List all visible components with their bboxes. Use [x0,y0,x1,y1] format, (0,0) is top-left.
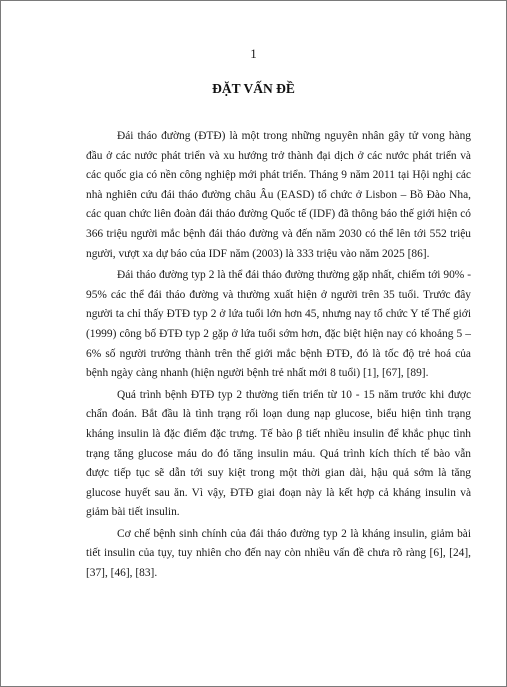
section-title: ĐẶT VẤN ĐỀ [212,81,295,96]
paragraph-4: Cơ chế bệnh sinh chính của đái tháo đường typ 2 là kháng insulin, giảm bài tiết insulin của tụy, tuy nhiên cho đến nay còn nhiều vấn đề chưa rõ ràng [6], [24], [37], [46], [83]. [86,527,471,580]
page-number: 1 [250,46,257,61]
body-text [86,127,471,584]
paragraph-2: Đái tháo đường typ 2 là thể đái tháo đường thường gặp nhất, chiếm tới 90% - 95% các thể đái tháo đường và thường xuất hiện ở người trên 35 tuổi. Trước đây người ta chỉ thấy ĐTĐ typ 2 ở lứa tuổi lớn hơn 45, nhưng nay tổ chức Y tế Thế giới (1999) công bố ĐTĐ typ 2 gặp ở lứa tuổi sớm hơn, đặc biệt hiện nay có khoảng 5 – 6% số người trưởng thành trên thế giới mắc bệnh ĐTĐ, đó là tốc độ trẻ hoá của bệnh ngày càng nhanh (hiện người bệnh trẻ nhất mới 8 tuổi) [1], [67], [89]. [86,269,471,380]
paragraph-1: Đái tháo đường (ĐTĐ) là một trong những nguyên nhân gây tử vong hàng đầu ở các nước phát triển và xu hướng trở thành đại dịch ở các nước phát triển và các quốc gia có nền công nghiệp mới phát triển. Tháng 9 năm 2011 tại Hội nghị các nhà nghiên cứu đái tháo đường châu Âu (EASD) tổ chức ở Lisbon – Bồ Đào Nha, các quan chức liên đoàn đái tháo đường Quốc tế (IDF) đã thông báo thế giới hiện có 366 triệu người mắc bệnh đái tháo đường và đến năm 2030 có thể lên tới 552 triệu người, vượt xa dự báo của IDF năm (2003) là 333 triệu vào năm 2025 [86]. [86,130,471,260]
paragraph-3: Quá trình bệnh ĐTĐ typ 2 thường tiến triển từ 10 - 15 năm trước khi được chẩn đoán. Bắt đầu là tình trạng rối loạn dung nạp glucose, biểu hiện tình trạng kháng insulin là đặc điểm đặc trưng. Tế bào β tiết nhiều insulin để khắc phục tình trạng tăng glucose máu do đó tăng insulin máu. Quá trình kích thích tế bào vẫn được tiếp tục sẽ dẫn tới suy kiệt trong một thời gian dài, hậu quả sớm là tăng glucose huyết sau ăn. Vì vậy, ĐTĐ giai đoạn này là kết hợp cả kháng insulin và giảm bài tiết insulin. [86,388,471,519]
